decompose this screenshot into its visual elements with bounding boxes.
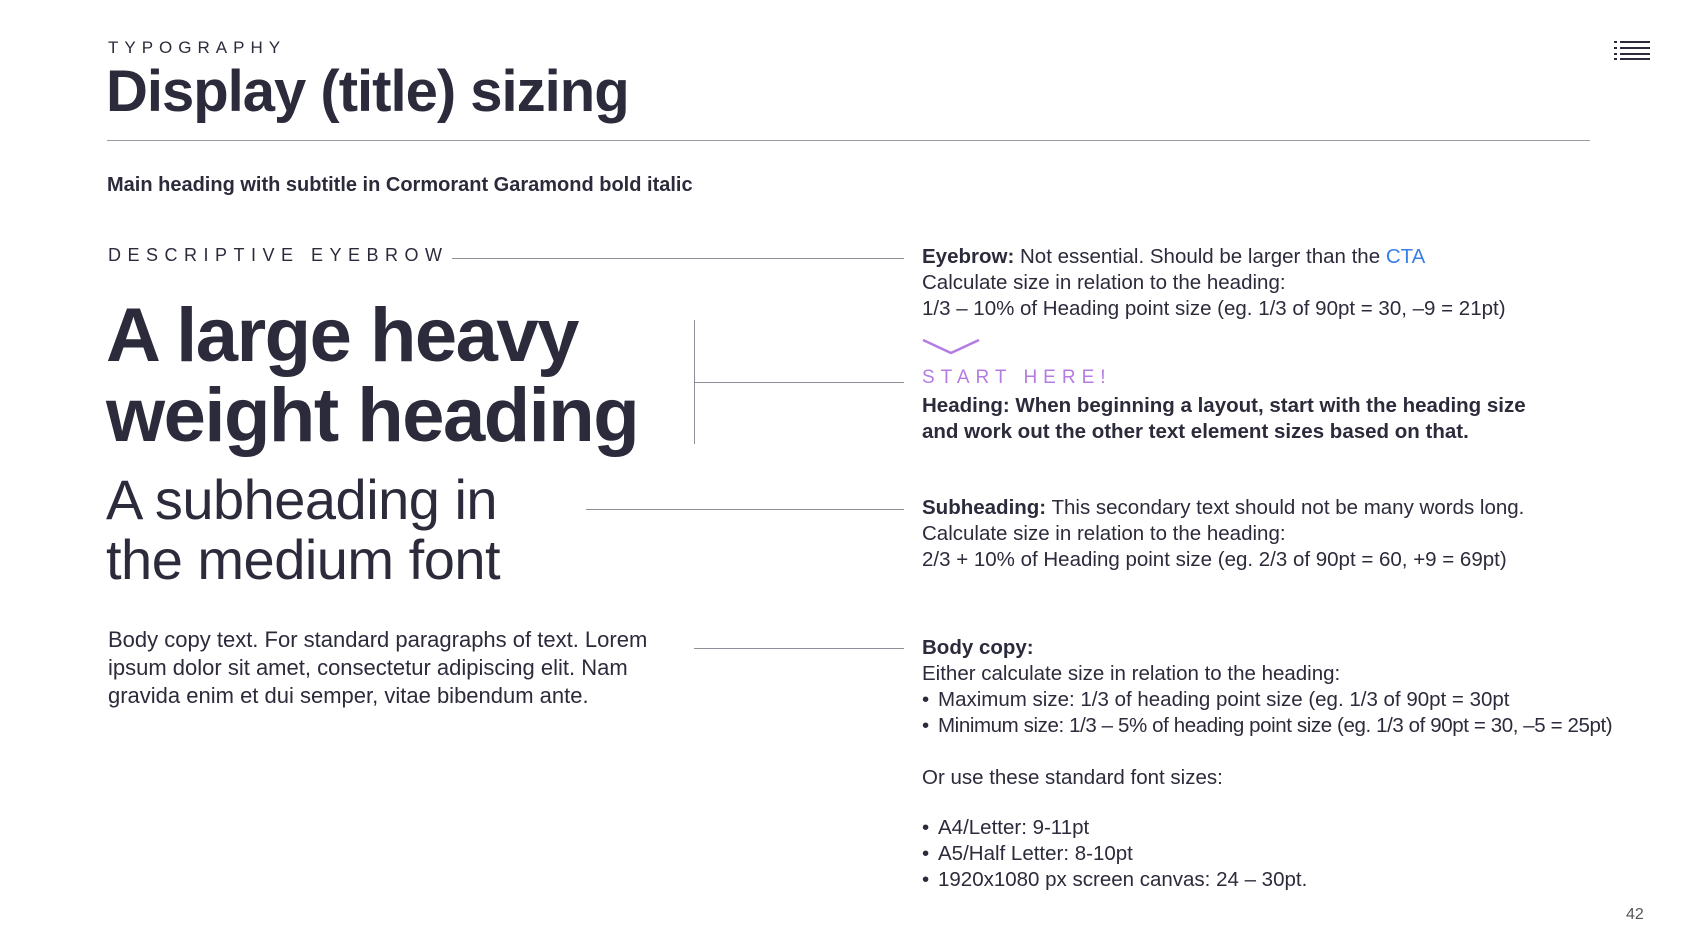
specimen-heading-line1: A large heavy — [106, 293, 578, 378]
hamburger-menu-icon[interactable] — [1614, 40, 1650, 60]
specimen-body-copy: Body copy text. For standard paragraphs of text. Lorem ipsum dolor sit amet, consectetur adipiscing elit. Nam gravida enim et dui semper, vitae bibendum ante. — [108, 627, 648, 708]
eyebrow-connector-line — [452, 258, 904, 259]
eyebrow-note-line3: 1/3 – 10% of Heading point size (eg. 1/3 of 90pt = 30, –9 = 21pt) — [922, 297, 1506, 320]
subheading-note — [922, 495, 1524, 573]
body-connector-line — [694, 648, 904, 649]
body-note-label: Body copy: — [922, 636, 1034, 659]
eyebrow-note-text: Not essential. Should be larger than the — [1019, 245, 1381, 268]
heading-connector-line — [694, 382, 904, 383]
title-divider — [107, 140, 1590, 141]
start-here-label: START HERE! — [922, 367, 1112, 388]
list-item: • Maximum size: 1/3 of heading point size (eg. 1/3 of 90pt = 30pt — [922, 687, 1612, 713]
heading-note — [922, 393, 1526, 445]
list-item: • A5/Half Letter: 8-10pt — [922, 841, 1612, 867]
list-item: • 1920x1080 px screen canvas: 24 – 30pt. — [922, 867, 1612, 893]
list-item: • Minimum size: 1/3 – 5% of heading point size (eg. 1/3 of 90pt = 30, –5 = 25pt) — [922, 713, 1612, 739]
body-note — [922, 635, 1612, 893]
chevron-down-icon — [922, 338, 980, 356]
subheading-note-text: This secondary text should not be many words long. — [1051, 496, 1525, 519]
eyebrow-note-label: Eyebrow: — [922, 245, 1015, 268]
list-item: • A4/Letter: 9-11pt — [922, 815, 1612, 841]
subheading-note-label: Subheading: — [922, 496, 1047, 519]
standard-sizes-list — [922, 815, 1612, 893]
specimen-eyebrow: DESCRIPTIVE EYEBROW — [108, 245, 449, 265]
cta-link[interactable]: CTA — [1385, 245, 1426, 268]
heading-note-line2: and work out the other text element sizes based on that. — [922, 420, 1469, 443]
body-note-line2: Either calculate size in relation to the heading: — [922, 662, 1341, 685]
subheading-note-line2: Calculate size in relation to the heading: — [922, 522, 1286, 545]
body-note-or-text: Or use these standard font sizes: — [922, 766, 1223, 789]
specimen-subheading-line1: A subheading in — [106, 468, 498, 531]
page-number: 42 — [1626, 906, 1644, 923]
section-label: TYPOGRAPHY — [108, 38, 287, 57]
eyebrow-note — [922, 244, 1506, 322]
subheading-connector-line — [586, 509, 904, 510]
body-note-bullets — [922, 687, 1612, 739]
specimen-subheading-line2: the medium font — [106, 528, 501, 591]
specimen-heading — [106, 293, 639, 458]
specimen-subheading — [106, 470, 500, 590]
eyebrow-note-line2: Calculate size in relation to the heading: — [922, 271, 1286, 294]
page-title: Display (title) sizing — [106, 59, 629, 124]
intro-text: Main heading with subtitle in Cormorant Garamond bold italic — [107, 174, 693, 196]
specimen-heading-line2: weight heading — [106, 373, 639, 458]
subheading-note-line3: 2/3 + 10% of Heading point size (eg. 2/3 of 90pt = 60, +9 = 69pt) — [922, 548, 1507, 571]
heading-note-line1: Heading: When beginning a layout, start with the heading size — [922, 394, 1526, 417]
